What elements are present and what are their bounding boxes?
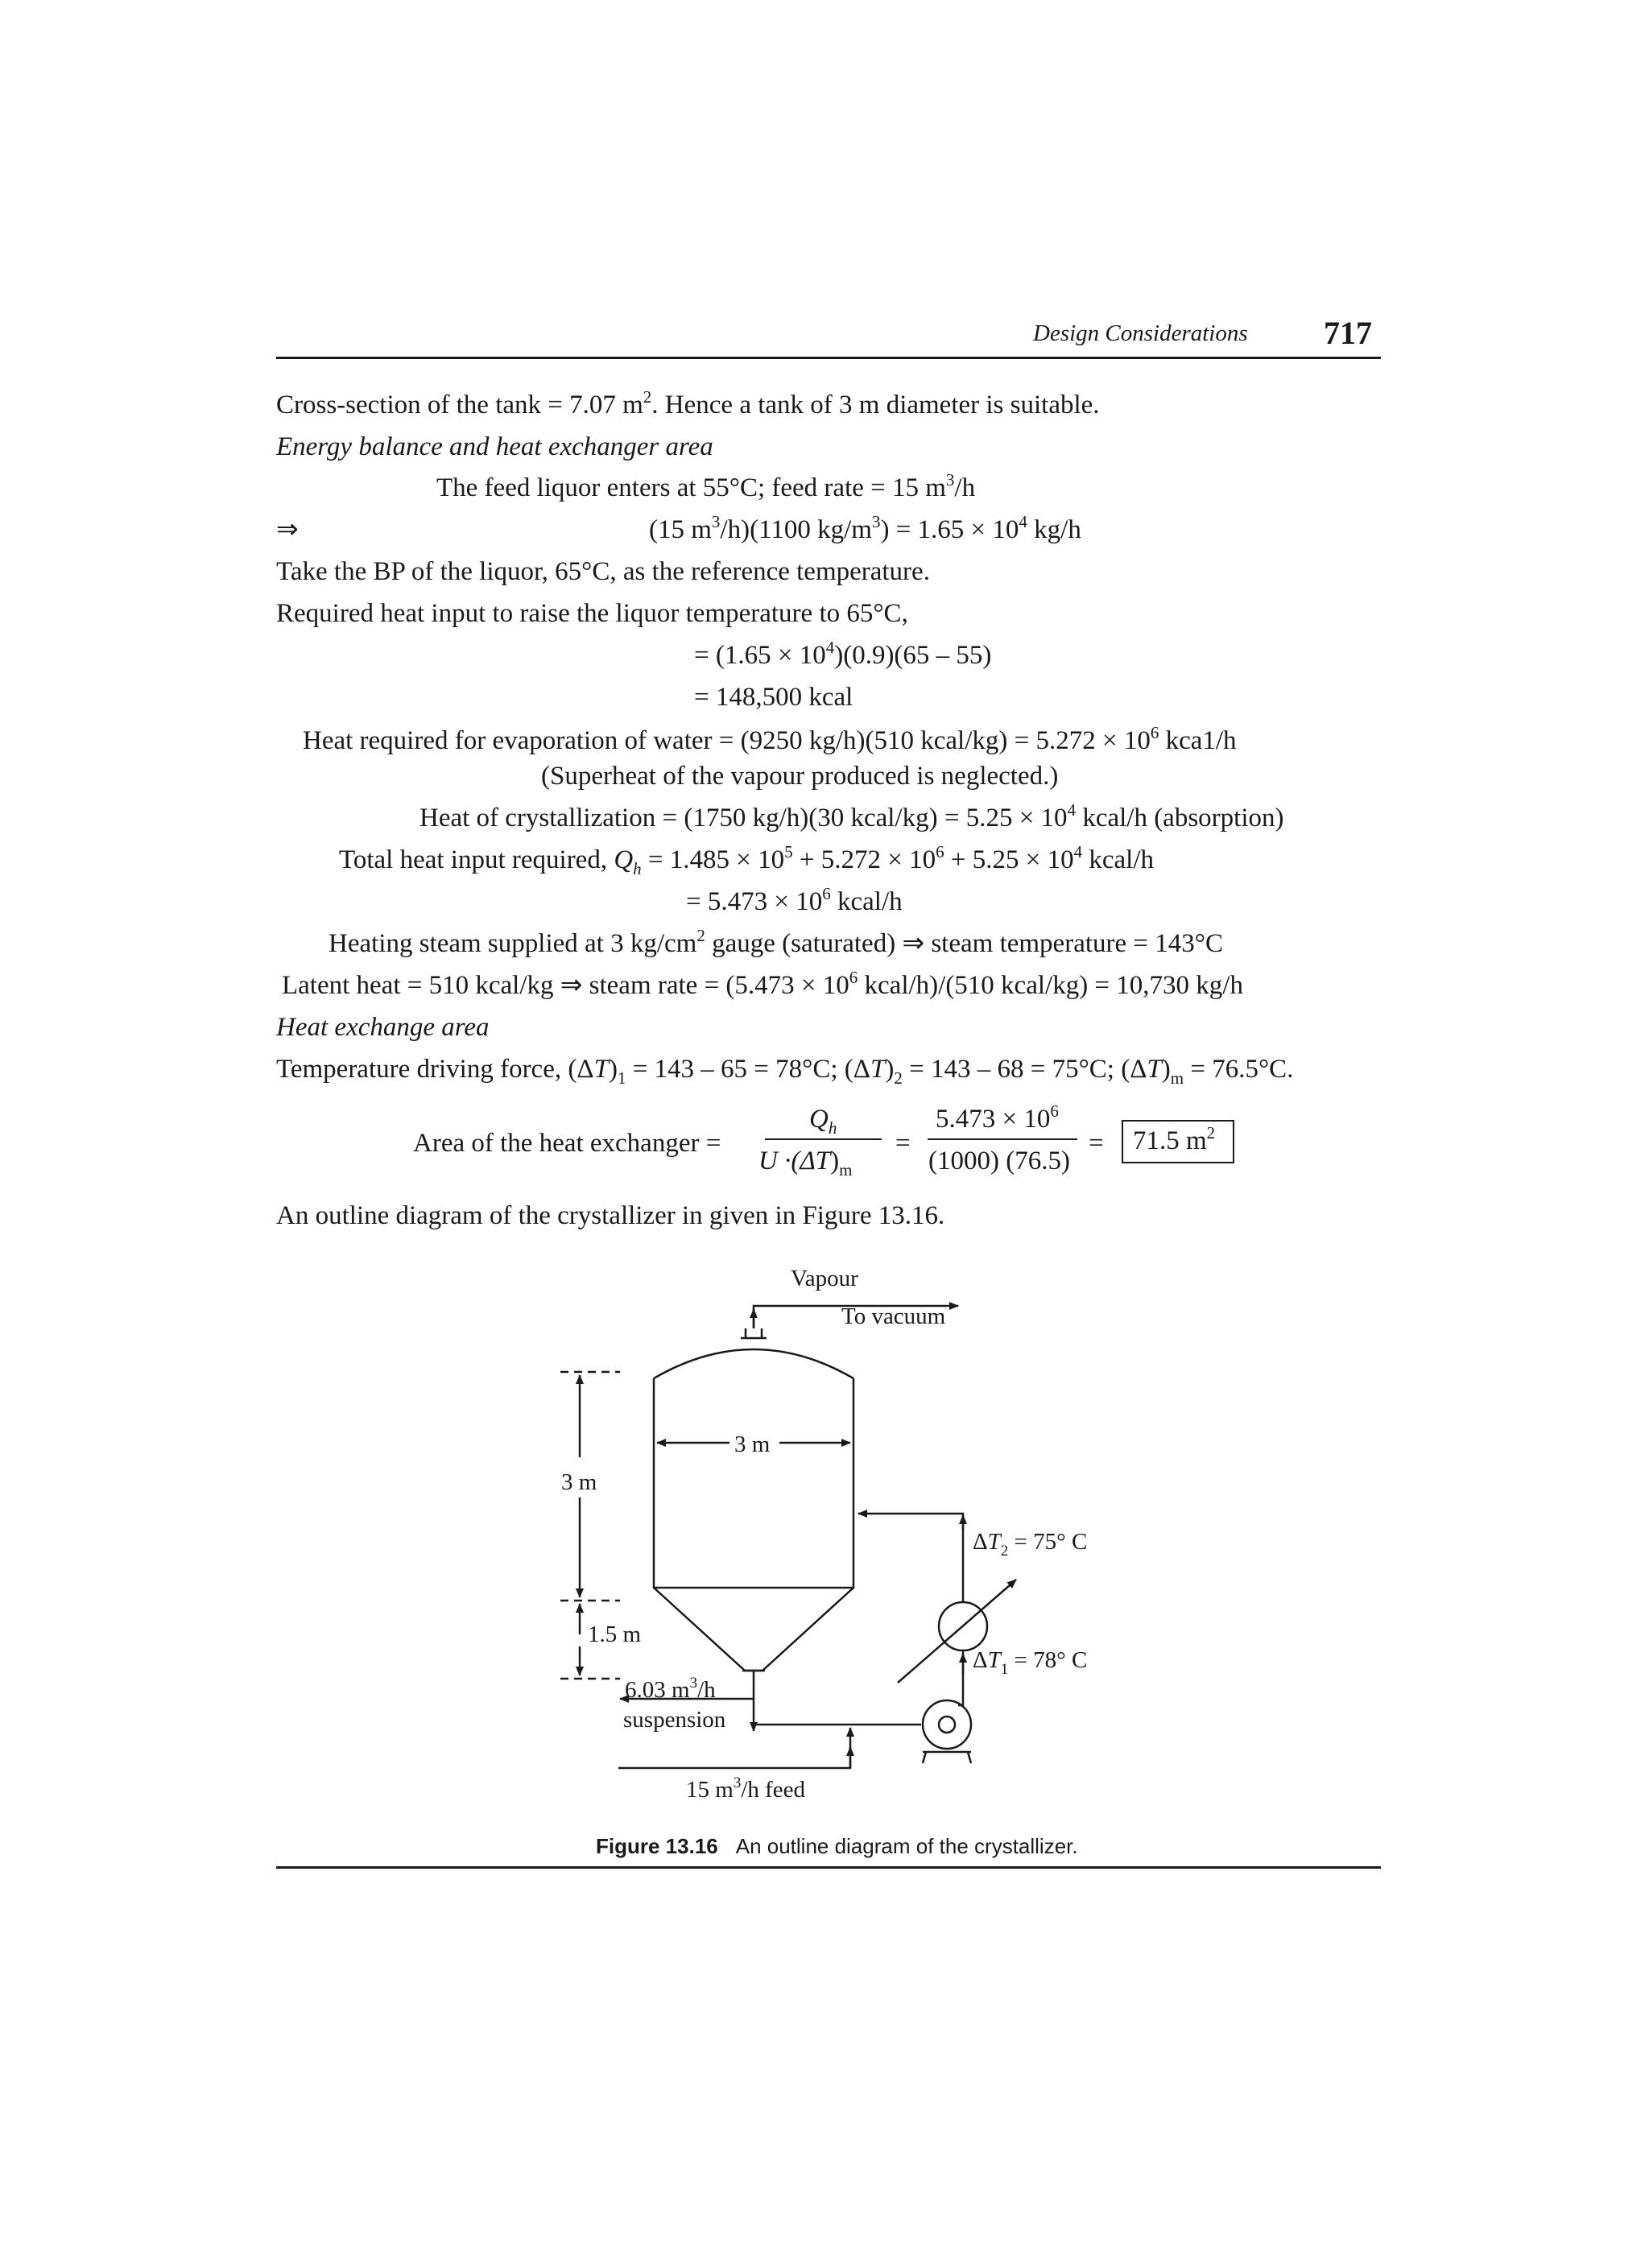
heat-calc-line-1: = $(1.65 \times 10^4)(0.9)(65 - 55)$: [694, 638, 992, 670]
heating-steam-line: Heating steam supplied at 3 $kg/cm^2$ gauge (saturated) ⇒ steam temperature = 143°C: [329, 926, 1223, 958]
fraction-1-numerator: $Q_h$: [809, 1105, 837, 1138]
cone-height-label: 1.5 m: [588, 1621, 642, 1647]
equals-sign-2: =: [1089, 1129, 1104, 1158]
outline-diagram-line: An outline diagram of the crystallizer in given in Figure 13.16.: [276, 1201, 945, 1230]
feed-label: 15 $m^3/h$ feed: [686, 1774, 806, 1803]
circulation-pump: [923, 1700, 971, 1749]
heat-calc-line-2: = 148,500 kcal: [694, 683, 853, 712]
diameter-label: 3 m: [734, 1431, 771, 1457]
vapour-label: Vapour: [791, 1266, 858, 1291]
suspension-label: suspension: [623, 1707, 726, 1733]
superheat-note: (Superheat of the vapour produced is neglected.): [541, 762, 1059, 791]
total-heat-line: Total heat input required, $Q_h = 1.485 \times 10^5 + 5.272 \times 10^6 + 5.25 \times 10^4$ kcal/h: [339, 842, 1155, 878]
vessel-body: [654, 1378, 853, 1588]
heading-energy-balance: Energy balance and heat exchanger area: [276, 432, 713, 461]
crystallization-heat-line: Heat of crystallization = (1750 kg/h)(30 kcal/kg) = $5.25 \times 10^4$ kcal/h (absorption): [419, 800, 1284, 832]
mass-flow-equation: (15 $m^3/h)(1100$ $kg/m^3) = 1.65 \times 10^4$ kg/h: [649, 512, 1081, 544]
total-heat-result: = $5.473 \times 10^6$ kcal/h: [686, 884, 903, 916]
fraction-1-denominator: $U \cdot(\Delta T)_m$: [758, 1146, 853, 1179]
evaporation-heat-line: Heat required for evaporation of water = (9250 kg/h)(510 kcal/kg) = $5.272 \times 10^6$ kca1/h: [303, 723, 1237, 755]
equals-sign-1: =: [895, 1129, 911, 1158]
height-label: 3 m: [561, 1469, 597, 1495]
temperature-driving-force-line: Temperature driving force, $(\Delta T)_1 = 143 - 65 = 78^\circ C$; $(\Delta T)_2 = 143 - 68 = 75^\circ C$; $(\Delta T)_m = 76.5^\circ C$.: [276, 1055, 1294, 1088]
vessel-dome: [654, 1349, 853, 1378]
delta-t1-label: $\Delta T_1 = 78^\circ$ C: [973, 1647, 1088, 1678]
running-header-title: Design Considerations: [1033, 320, 1248, 346]
cross-section-line: Cross-section of the tank = 7.07 $m^2$. Hence a tank of 3 m diameter is suitable.: [276, 387, 1100, 419]
fraction-2-denominator: (1000) (76.5): [928, 1146, 1070, 1175]
area-result: 71.5 $m^2$: [1133, 1123, 1216, 1155]
implies-symbol: ⇒: [276, 515, 299, 544]
feed-line: The feed liquor enters at 55°C; feed rate = 15 $m^3/h$: [436, 470, 976, 502]
page-number: 717: [1324, 315, 1372, 351]
product-flow-label: 6.03 $m^3/h$: [625, 1675, 716, 1703]
figure-caption: Figure 13.16 An outline diagram of the crystallizer.: [596, 1834, 1078, 1858]
reference-temperature-line: Take the BP of the liquor, 65°C, as the reference temperature.: [276, 557, 930, 586]
heading-heat-exchange-area: Heat exchange area: [276, 1013, 490, 1042]
required-heat-line: Required heat input to raise the liquor temperature to 65°C,: [276, 599, 908, 628]
delta-t2-label: $\Delta T_2 = 75^\circ$ C: [973, 1529, 1088, 1560]
vessel-cone: [654, 1588, 853, 1671]
fraction-2-numerator: $5.473 \times 10^6$: [936, 1101, 1059, 1134]
figure-rule: [276, 1866, 1381, 1869]
latent-heat-line: Latent heat = 510 kcal/kg ⇒ steam rate = ($5.473 \times 10^6$ kcal/h)/(510 kcal/kg) = 10,730 kg/h: [282, 968, 1243, 1000]
area-label: Area of the heat exchanger =: [413, 1129, 721, 1158]
to-vacuum-label: To vacuum: [841, 1303, 946, 1329]
